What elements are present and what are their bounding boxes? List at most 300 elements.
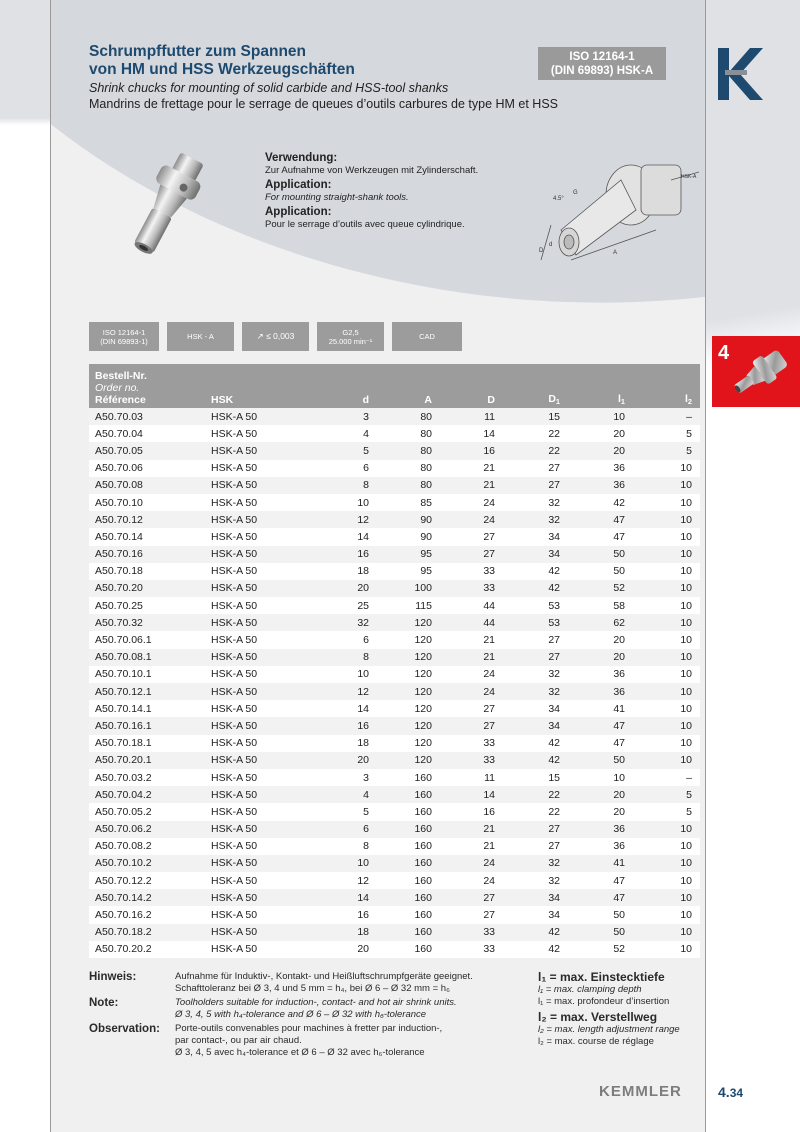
cell-D: 33 [436, 563, 499, 580]
cell-l2: 10 [629, 872, 700, 889]
cell-l1: 41 [564, 855, 629, 872]
cell-l2: 10 [629, 563, 700, 580]
cell-order-no: A50.70.10.1 [89, 666, 207, 683]
spec-cad-label: CAD [419, 332, 435, 341]
note-observation-line1: Porte-outils convenables pour machines à fretter par induction-, [175, 1023, 443, 1034]
spec-balance-line2: 25.000 min⁻¹ [328, 336, 373, 346]
cell-order-no: A50.70.05 [89, 442, 207, 459]
cell-D1: 22 [499, 786, 564, 803]
col-order-de: Bestell-Nr. [95, 370, 147, 382]
table-row [89, 563, 700, 580]
cell-D: 21 [436, 821, 499, 838]
cell-l2: 5 [629, 803, 700, 820]
cell-A: 120 [373, 614, 436, 631]
col-d: d [307, 364, 373, 408]
note-observation-body [175, 1023, 539, 1059]
cell-hsk: HSK-A 50 [207, 597, 307, 614]
cell-hsk: HSK-A 50 [207, 511, 307, 528]
cell-D1: 42 [499, 735, 564, 752]
col-D: D [436, 364, 499, 408]
cell-A: 120 [373, 649, 436, 666]
brand-name: KEMMLER [599, 1083, 682, 1100]
note-observation-line2: par contact-, ou par air chaud. [175, 1035, 302, 1046]
table-body [89, 408, 700, 958]
cell-l1: 62 [564, 614, 629, 631]
usage-heading-en: Application: [265, 179, 332, 191]
cell-A: 90 [373, 528, 436, 545]
cell-A: 120 [373, 631, 436, 648]
table-row [89, 425, 700, 442]
spec-standard-line1: ISO 12164-1 [102, 327, 146, 337]
cell-order-no: A50.70.16.1 [89, 717, 207, 734]
cell-d: 4 [307, 425, 373, 442]
cell-A: 120 [373, 735, 436, 752]
cell-order-no: A50.70.14.1 [89, 700, 207, 717]
spec-standard-line2: (DIN 69893-1) [100, 336, 148, 346]
table-row [89, 683, 700, 700]
cell-A: 120 [373, 683, 436, 700]
cell-d: 3 [307, 769, 373, 786]
cell-D: 27 [436, 700, 499, 717]
table-row [89, 546, 700, 563]
cell-l1: 36 [564, 821, 629, 838]
col-order-en: Order no. [95, 382, 140, 394]
cell-order-no: A50.70.10.2 [89, 855, 207, 872]
table-row [89, 649, 700, 666]
cell-A: 80 [373, 477, 436, 494]
cell-A: 95 [373, 563, 436, 580]
cell-A: 160 [373, 786, 436, 803]
cell-D1: 34 [499, 889, 564, 906]
cell-D1: 32 [499, 683, 564, 700]
right-margin [706, 0, 800, 1132]
title-de-line2: von HM und HSS Werkzeugschäften [89, 61, 355, 78]
usage-text-fr: Pour le serrage d’outils avec queue cylindrique. [265, 219, 465, 230]
cell-order-no: A50.70.04.2 [89, 786, 207, 803]
cell-hsk: HSK-A 50 [207, 546, 307, 563]
col-order-no [89, 364, 207, 408]
spec-runout [242, 322, 309, 351]
cell-A: 160 [373, 821, 436, 838]
cell-hsk: HSK-A 50 [207, 821, 307, 838]
legend-l2-en: l₂ = max. length adjustment range [538, 1024, 680, 1035]
table-row [89, 941, 700, 958]
cell-A: 160 [373, 924, 436, 941]
cell-order-no: A50.70.06.1 [89, 631, 207, 648]
cell-D: 27 [436, 906, 499, 923]
cell-l1: 47 [564, 735, 629, 752]
cell-d: 16 [307, 906, 373, 923]
cell-hsk: HSK-A 50 [207, 477, 307, 494]
cell-l2: 10 [629, 614, 700, 631]
cell-l1: 50 [564, 546, 629, 563]
cell-D1: 32 [499, 872, 564, 889]
cell-l2: 10 [629, 511, 700, 528]
cell-l2: 10 [629, 889, 700, 906]
table-row [89, 769, 700, 786]
page-title [89, 43, 609, 112]
legend-l1-fr: l₁ = max. profondeur d’insertion [538, 995, 670, 1007]
cell-hsk: HSK-A 50 [207, 460, 307, 477]
cell-l2: – [629, 408, 700, 425]
col-l1-main: l [617, 393, 621, 405]
cell-order-no: A50.70.12.1 [89, 683, 207, 700]
page-num: 34 [729, 1086, 744, 1100]
cell-A: 160 [373, 855, 436, 872]
cell-D1: 27 [499, 649, 564, 666]
cell-A: 90 [373, 511, 436, 528]
legend-l2-de: l₂ = max. Verstellweg [538, 1010, 658, 1024]
cell-order-no: A50.70.20.1 [89, 752, 207, 769]
cell-D1: 22 [499, 442, 564, 459]
table-row [89, 838, 700, 855]
cell-hsk: HSK-A 50 [207, 786, 307, 803]
cell-D1: 27 [499, 838, 564, 855]
cell-hsk: HSK-A 50 [207, 803, 307, 820]
cell-D: 27 [436, 889, 499, 906]
cell-D: 24 [436, 872, 499, 889]
cell-l1: 36 [564, 460, 629, 477]
cell-D: 14 [436, 425, 499, 442]
cell-D1: 27 [499, 821, 564, 838]
col-D1-sub: 1 [555, 397, 560, 406]
title-fr: Mandrins de frettage pour le serrage de queues d’outils carbures de type HM et HSS [89, 97, 559, 111]
note-observation [89, 1023, 539, 1059]
cell-order-no: A50.70.12 [89, 511, 207, 528]
cell-A: 120 [373, 700, 436, 717]
cell-order-no: A50.70.03 [89, 408, 207, 425]
cell-l2: 10 [629, 477, 700, 494]
cell-D1: 34 [499, 700, 564, 717]
table-row [89, 803, 700, 820]
table-row [89, 924, 700, 941]
cell-l1: 52 [564, 941, 629, 958]
product-table [89, 364, 700, 958]
cell-l1: 52 [564, 580, 629, 597]
cell-D1: 34 [499, 906, 564, 923]
cell-D1: 32 [499, 494, 564, 511]
page-chapter: 4. [718, 1084, 730, 1100]
table-row [89, 511, 700, 528]
cell-D: 33 [436, 580, 499, 597]
cell-d: 14 [307, 700, 373, 717]
cell-A: 85 [373, 494, 436, 511]
cell-A: 160 [373, 906, 436, 923]
cell-l1: 20 [564, 425, 629, 442]
note-en-body [175, 997, 539, 1021]
col-l2-sub: 2 [687, 397, 692, 406]
cell-d: 5 [307, 803, 373, 820]
cell-D: 24 [436, 666, 499, 683]
table-row [89, 460, 700, 477]
cell-l2: 10 [629, 460, 700, 477]
cell-l1: 50 [564, 924, 629, 941]
cell-D: 44 [436, 597, 499, 614]
cell-A: 160 [373, 769, 436, 786]
cell-order-no: A50.70.06 [89, 460, 207, 477]
cell-l2: 10 [629, 649, 700, 666]
cell-l2: 10 [629, 546, 700, 563]
cell-D: 16 [436, 803, 499, 820]
cell-d: 18 [307, 563, 373, 580]
cell-hsk: HSK-A 50 [207, 906, 307, 923]
cell-hsk: HSK-A 50 [207, 855, 307, 872]
table-row [89, 752, 700, 769]
cell-hsk: HSK-A 50 [207, 838, 307, 855]
cell-l2: 10 [629, 666, 700, 683]
table-row [89, 889, 700, 906]
note-observation-line3: Ø 3, 4, 5 avec h₄-tolerance et Ø 6 – Ø 32 avec h₆-tolerance [175, 1047, 425, 1058]
cell-D: 27 [436, 546, 499, 563]
table-row [89, 494, 700, 511]
cell-l2: 10 [629, 906, 700, 923]
cell-d: 8 [307, 838, 373, 855]
cell-A: 95 [373, 546, 436, 563]
cell-d: 14 [307, 889, 373, 906]
col-l2-main: l [684, 393, 688, 405]
notes-section [89, 971, 539, 1061]
cell-order-no: A50.70.16 [89, 546, 207, 563]
cell-hsk: HSK-A 50 [207, 580, 307, 597]
cell-l2: 10 [629, 821, 700, 838]
cell-l2: 10 [629, 597, 700, 614]
table-row [89, 821, 700, 838]
cell-l1: 36 [564, 683, 629, 700]
usage-heading-fr: Application: [265, 206, 332, 218]
col-l1-sub: 1 [620, 397, 625, 406]
spec-cad-button[interactable] [392, 322, 462, 351]
legend-l1-de: l₁ = max. Einstecktiefe [538, 970, 665, 984]
table-row [89, 717, 700, 734]
cell-D: 21 [436, 838, 499, 855]
cell-l1: 36 [564, 666, 629, 683]
cell-l1: 58 [564, 597, 629, 614]
note-hinweis-line2: Schafttoleranz bei Ø 3, 4 und 5 mm = h₄, bei Ø 6 – Ø 32 mm = h₆ [175, 983, 450, 994]
cell-D: 44 [436, 614, 499, 631]
cell-l2: 10 [629, 752, 700, 769]
cell-hsk: HSK-A 50 [207, 494, 307, 511]
cell-order-no: A50.70.12.2 [89, 872, 207, 889]
cell-d: 16 [307, 717, 373, 734]
cell-hsk: HSK-A 50 [207, 735, 307, 752]
left-margin [0, 0, 50, 1132]
cell-D1: 34 [499, 717, 564, 734]
table-row [89, 735, 700, 752]
cell-D: 16 [436, 442, 499, 459]
cell-d: 10 [307, 494, 373, 511]
cell-l2: 5 [629, 442, 700, 459]
table-row [89, 855, 700, 872]
col-hsk: HSK [207, 364, 307, 408]
cell-hsk: HSK-A 50 [207, 889, 307, 906]
usage-heading-de: Verwendung: [265, 152, 338, 164]
cell-l1: 20 [564, 442, 629, 459]
chapter-number: 4 [718, 342, 730, 364]
cell-D1: 32 [499, 511, 564, 528]
cell-l2: 10 [629, 717, 700, 734]
table-row [89, 700, 700, 717]
cell-hsk: HSK-A 50 [207, 408, 307, 425]
cell-d: 12 [307, 872, 373, 889]
cell-A: 120 [373, 666, 436, 683]
cell-D: 33 [436, 752, 499, 769]
cell-D1: 22 [499, 425, 564, 442]
cell-l2: 10 [629, 838, 700, 855]
table-row [89, 906, 700, 923]
cell-D: 33 [436, 924, 499, 941]
table-row [89, 528, 700, 545]
table-row [89, 786, 700, 803]
table-row [89, 580, 700, 597]
cell-D: 24 [436, 494, 499, 511]
page-content [50, 0, 706, 1132]
cell-D1: 42 [499, 924, 564, 941]
cell-order-no: A50.70.18 [89, 563, 207, 580]
cell-l2: 10 [629, 700, 700, 717]
cell-l2: 5 [629, 786, 700, 803]
cell-D1: 15 [499, 408, 564, 425]
cell-d: 20 [307, 941, 373, 958]
cell-order-no: A50.70.20.2 [89, 941, 207, 958]
cell-A: 80 [373, 408, 436, 425]
cell-A: 160 [373, 889, 436, 906]
cell-D: 11 [436, 769, 499, 786]
cell-A: 100 [373, 580, 436, 597]
dimension-legend [538, 970, 706, 1047]
cell-l1: 36 [564, 477, 629, 494]
cell-D: 24 [436, 855, 499, 872]
chapter-tab[interactable] [712, 336, 800, 407]
spec-hsk-label: HSK - A [187, 332, 214, 341]
cell-hsk: HSK-A 50 [207, 683, 307, 700]
cell-D1: 42 [499, 563, 564, 580]
legend-l2-fr: l₂ = max. course de réglage [538, 1035, 654, 1047]
cell-l1: 20 [564, 649, 629, 666]
note-en [89, 997, 539, 1021]
cell-A: 160 [373, 803, 436, 820]
cell-l2: 10 [629, 735, 700, 752]
cell-D1: 15 [499, 769, 564, 786]
note-hinweis-body [175, 971, 539, 995]
cell-l1: 50 [564, 752, 629, 769]
table-row [89, 442, 700, 459]
cell-l1: 20 [564, 803, 629, 820]
cell-l2: 10 [629, 941, 700, 958]
cell-D1: 34 [499, 546, 564, 563]
cell-order-no: A50.70.10 [89, 494, 207, 511]
cell-hsk: HSK-A 50 [207, 425, 307, 442]
cell-l2: 10 [629, 494, 700, 511]
standard-badge-line2: (DIN 69893) HSK-A [550, 65, 654, 77]
cell-order-no: A50.70.08.2 [89, 838, 207, 855]
cell-D1: 27 [499, 631, 564, 648]
cell-hsk: HSK-A 50 [207, 563, 307, 580]
cell-A: 115 [373, 597, 436, 614]
table-row [89, 614, 700, 631]
cell-d: 20 [307, 580, 373, 597]
cell-order-no: A50.70.03.2 [89, 769, 207, 786]
cell-D1: 53 [499, 614, 564, 631]
col-order-fr: Référence [95, 394, 146, 406]
spec-icons-row [89, 322, 462, 351]
technical-drawing [501, 150, 701, 280]
cell-d: 32 [307, 614, 373, 631]
cell-D1: 32 [499, 666, 564, 683]
cell-D1: 53 [499, 597, 564, 614]
title-de-line1: Schrumpffutter zum Spannen [89, 43, 307, 60]
title-en: Shrink chucks for mounting of solid carbide and HSS-tool shanks [89, 81, 449, 95]
cell-hsk: HSK-A 50 [207, 614, 307, 631]
cell-hsk: HSK-A 50 [207, 769, 307, 786]
note-en-label: Note: [89, 997, 119, 1009]
cell-d: 16 [307, 546, 373, 563]
shrink-chuck-photo [118, 150, 208, 260]
cell-D1: 34 [499, 528, 564, 545]
cell-order-no: A50.70.14.2 [89, 889, 207, 906]
cell-D1: 22 [499, 803, 564, 820]
standard-badge-line1: ISO 12164-1 [569, 51, 635, 63]
cell-l1: 50 [564, 906, 629, 923]
col-l2 [629, 364, 700, 408]
cell-l1: 42 [564, 494, 629, 511]
cell-D: 21 [436, 649, 499, 666]
cell-order-no: A50.70.18.1 [89, 735, 207, 752]
drawing-label-d: d [549, 242, 553, 248]
page-number [718, 1084, 743, 1100]
cell-l1: 47 [564, 872, 629, 889]
cell-d: 14 [307, 528, 373, 545]
cell-d: 8 [307, 649, 373, 666]
cell-l1: 47 [564, 889, 629, 906]
cell-l1: 47 [564, 717, 629, 734]
spec-balance-line1: G2,5 [342, 327, 359, 337]
cell-l2: 10 [629, 683, 700, 700]
table-row [89, 597, 700, 614]
cell-order-no: A50.70.18.2 [89, 924, 207, 941]
spec-standard [89, 322, 159, 351]
cell-order-no: A50.70.16.2 [89, 906, 207, 923]
cell-hsk: HSK-A 50 [207, 631, 307, 648]
cell-D: 27 [436, 717, 499, 734]
cell-d: 5 [307, 442, 373, 459]
cell-order-no: A50.70.08.1 [89, 649, 207, 666]
cell-hsk: HSK-A 50 [207, 528, 307, 545]
drawing-label-hsk: HSK-A [681, 174, 697, 180]
cell-D1: 42 [499, 580, 564, 597]
cell-d: 6 [307, 460, 373, 477]
table-row [89, 408, 700, 425]
cell-l2: 10 [629, 924, 700, 941]
cell-A: 120 [373, 717, 436, 734]
table-row [89, 666, 700, 683]
cell-D: 11 [436, 408, 499, 425]
cell-D: 21 [436, 477, 499, 494]
cell-A: 80 [373, 442, 436, 459]
cell-D: 27 [436, 528, 499, 545]
cell-order-no: A50.70.04 [89, 425, 207, 442]
cell-D: 33 [436, 941, 499, 958]
spec-balance [317, 322, 384, 351]
cell-A: 160 [373, 838, 436, 855]
cell-hsk: HSK-A 50 [207, 666, 307, 683]
drawing-label-angle: 4.5° [553, 196, 564, 202]
cell-A: 80 [373, 460, 436, 477]
cell-A: 120 [373, 752, 436, 769]
cell-l2: 10 [629, 631, 700, 648]
cell-D: 24 [436, 683, 499, 700]
legend-l1-en: l₁ = max. clamping depth [538, 984, 642, 995]
note-en-line2: Ø 3, 4, 5 with h₄-tolerance and Ø 6 – Ø 32 with h₆-tolerance [175, 1009, 427, 1020]
